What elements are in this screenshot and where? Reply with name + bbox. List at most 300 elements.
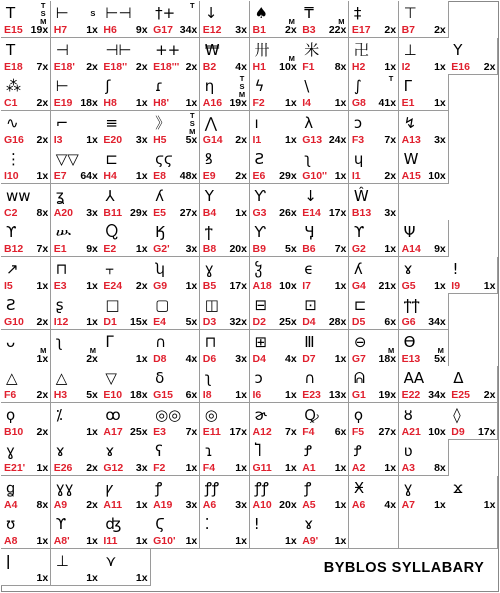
sign-count: 3x	[135, 462, 148, 474]
sign-glyph: ı	[254, 113, 259, 132]
sign-code: E13	[401, 352, 421, 365]
sign-glyph: \	[304, 77, 310, 95]
sign-glyph: ∿	[6, 113, 19, 132]
sign-code: B13	[351, 206, 372, 219]
sign-code: E7	[53, 170, 67, 182]
sign-cell	[150, 147, 200, 184]
sign-cell	[200, 74, 250, 111]
sign-glyph: Ƴ	[254, 223, 266, 241]
sign-glyph: Ϛ	[155, 515, 165, 533]
marker-m: M	[189, 126, 196, 136]
sign-glyph: Ⅲ	[304, 332, 315, 351]
sign-code: F1	[302, 60, 315, 73]
sign-code: I3	[53, 133, 63, 146]
sign-cell	[399, 512, 449, 549]
sign-glyph: ⊓	[204, 332, 217, 351]
sign-cell	[200, 111, 250, 148]
sign-cell	[200, 293, 250, 330]
marker-m: M	[40, 17, 47, 26]
sign-count: 2x	[36, 316, 49, 328]
sign-glyph: ⋮	[6, 150, 21, 168]
sign-code: D2	[252, 316, 266, 328]
sign-cell	[1, 293, 51, 330]
sign-code: G8	[351, 97, 366, 109]
sign-glyph: †+	[155, 4, 176, 22]
sign-count: 1x	[135, 97, 148, 109]
sign-count: 7x	[384, 133, 397, 146]
sign-count: 3x	[434, 133, 446, 146]
sign-code: G9	[153, 279, 168, 292]
sign-code: H8	[103, 97, 117, 109]
sign-glyph: T	[6, 4, 16, 22]
sign-count: 10x	[279, 60, 297, 73]
sign-glyph: ʕ	[155, 442, 163, 460]
sign-cell	[150, 184, 200, 221]
sign-code: I1	[252, 133, 262, 146]
sign-glyph: ♠	[254, 4, 268, 22]
sign-glyph: ɤ	[403, 259, 413, 278]
sign-count: 3x	[135, 133, 148, 146]
sign-cell	[51, 403, 101, 440]
sign-cell	[100, 257, 150, 294]
sign-code: A1	[302, 462, 316, 474]
sign-glyph: ᒥ	[105, 332, 114, 351]
sign-count: 2x	[185, 60, 198, 73]
sign-cell	[1, 147, 51, 184]
sign-cell	[51, 257, 101, 294]
sign-glyph: ɚ	[254, 405, 267, 424]
sign-glyph: ⊤	[403, 4, 417, 22]
sign-cell	[299, 257, 349, 294]
sign-cell	[51, 476, 101, 513]
sign-count: 34x	[428, 316, 446, 328]
sign-code: E18	[4, 60, 23, 73]
sign-cell	[1, 184, 51, 221]
sign-count: 27x	[179, 206, 198, 219]
sign-count: 1x	[135, 535, 148, 547]
sign-glyph: ◫	[204, 296, 219, 314]
sign-count: 28x	[328, 316, 347, 328]
sign-cell	[200, 257, 250, 294]
sign-cell	[250, 403, 300, 440]
sign-cell	[349, 512, 399, 549]
sign-code: I8	[202, 389, 212, 401]
sign-glyph: Ꝙ	[304, 405, 319, 424]
sign-cell	[51, 38, 101, 75]
sign-glyph: △	[6, 369, 18, 387]
sign-count: 7x	[36, 60, 49, 73]
sign-count: 1x	[86, 279, 98, 292]
sign-code: A15	[401, 170, 421, 182]
sign-code: D4	[252, 352, 266, 365]
sign-glyph: ⊢	[55, 77, 69, 95]
sign-cell	[100, 1, 150, 38]
sign-count: 1x	[185, 462, 198, 474]
sign-count: 1x	[285, 535, 297, 547]
marker-m: M	[387, 345, 395, 355]
sign-count: 1x	[135, 352, 148, 365]
sign-count: 5x	[185, 133, 198, 146]
sign-count: 1x	[334, 97, 347, 109]
sign-code: E25	[451, 389, 470, 401]
sign-glyph: Ꙅ	[254, 150, 265, 168]
sign-code: A19	[153, 498, 173, 511]
sign-count: 25x	[130, 425, 148, 438]
sign-cell	[349, 147, 399, 184]
sign-code: A17	[103, 425, 123, 438]
sign-count: 1x	[135, 243, 148, 255]
sign-count: 6x	[334, 425, 347, 438]
sign-glyph: λ	[304, 113, 314, 132]
sign-count: 1x	[483, 279, 496, 292]
sign-code: B11	[103, 206, 123, 219]
sign-glyph: Ƨ	[6, 296, 16, 314]
sign-count: 48x	[179, 170, 198, 182]
sign-cell	[1, 549, 51, 586]
sign-code: E3	[153, 425, 166, 438]
sign-count: 18x	[80, 97, 98, 109]
sign-glyph: ⌐	[55, 113, 69, 132]
sign-glyph: ʓ	[55, 186, 65, 205]
sign-cell	[1, 330, 51, 367]
sign-code: E24	[103, 279, 123, 292]
sign-cell	[448, 512, 498, 549]
sign-cell	[349, 293, 399, 330]
sign-glyph: Ƴ	[254, 186, 266, 205]
sign-code: H5	[153, 133, 167, 146]
sign-count: 3x	[86, 206, 98, 219]
sign-glyph: ₸	[304, 4, 314, 22]
sign-code: D4	[302, 316, 316, 328]
sign-count: 1x	[86, 133, 98, 146]
sign-code: E18'	[53, 60, 75, 73]
sign-cell	[1, 220, 51, 257]
sign-count: 41x	[378, 97, 397, 109]
sign-cell	[100, 293, 150, 330]
sign-cell	[250, 257, 300, 294]
sign-glyph: ⊢	[55, 4, 69, 22]
sign-glyph: ⁂	[6, 77, 21, 95]
sign-count: 1x	[285, 133, 297, 146]
sign-count: 2x	[36, 425, 49, 438]
marker-m: M	[288, 53, 295, 63]
sign-count: 2x	[384, 24, 397, 36]
sign-count: 64x	[80, 170, 98, 182]
sign-glyph: ǃ	[254, 515, 259, 533]
sign-glyph: ɣɣ	[55, 478, 74, 497]
sign-cell	[200, 330, 250, 367]
sign-code: B8	[202, 243, 217, 255]
sign-count: 1x	[185, 279, 198, 292]
sign-glyph: ⁒	[55, 405, 63, 424]
sign-glyph: ⊥	[403, 40, 417, 59]
sign-cell	[150, 403, 200, 440]
sign-cell	[100, 549, 150, 586]
sign-code: C2	[4, 206, 18, 219]
sign-code: H7	[53, 24, 68, 36]
sign-cell	[250, 38, 300, 75]
sign-cell	[448, 257, 498, 294]
sign-glyph: ∫	[353, 77, 362, 95]
sign-cell	[150, 257, 200, 294]
sign-cell	[299, 293, 349, 330]
sign-cell	[250, 512, 300, 549]
sign-glyph: ʂ	[55, 296, 64, 314]
sign-code: A12	[252, 425, 272, 438]
sign-cell	[51, 549, 101, 586]
sign-cell	[349, 366, 399, 403]
sign-cell	[448, 366, 498, 403]
sign-code: I7	[302, 279, 311, 292]
sign-glyph: η	[204, 77, 215, 95]
sign-glyph: ⋀	[204, 113, 218, 132]
sign-code: F6	[4, 389, 17, 401]
sign-count: 34x	[179, 24, 198, 36]
sign-code: G16	[4, 133, 24, 146]
sign-code: H2	[351, 60, 366, 73]
sign-count: 4x	[384, 498, 397, 511]
sign-code: B12	[4, 243, 24, 255]
sign-count: 1x	[185, 97, 198, 109]
sign-code: D1	[103, 316, 117, 328]
sign-cell	[349, 330, 399, 367]
sign-code: A16	[202, 97, 223, 109]
sign-count: 1x	[135, 498, 148, 511]
sign-cell	[100, 74, 150, 111]
sign-cell	[1, 366, 51, 403]
sign-code: A18	[252, 279, 272, 292]
sign-glyph: ↗	[6, 259, 19, 278]
sign-code: E26	[53, 462, 73, 474]
sign-count: 2x	[36, 389, 49, 401]
sign-glyph: ∩	[304, 369, 316, 387]
sign-cell	[349, 184, 399, 221]
sign-cell	[399, 38, 449, 75]
sign-cell	[1, 403, 51, 440]
sign-cell	[200, 476, 250, 513]
sign-code: G10	[4, 316, 24, 328]
sign-glyph: Ꝭ	[304, 442, 312, 460]
sign-code: B5	[202, 279, 217, 292]
sign-code: E4	[153, 316, 166, 328]
sign-code: B4	[202, 206, 217, 219]
sign-code: I1	[351, 170, 361, 182]
sign-glyph: △	[55, 369, 68, 387]
sign-count: 1x	[384, 462, 397, 474]
sign-cell	[200, 366, 250, 403]
sign-code: E18''	[103, 60, 128, 73]
sign-cell	[200, 38, 250, 75]
sign-glyph: ↓	[204, 4, 218, 22]
sign-glyph: ϵ	[304, 259, 314, 278]
sign-count: 2x	[135, 60, 148, 73]
sign-cell	[299, 512, 349, 549]
sign-cell	[100, 220, 150, 257]
sign-count: 3x	[384, 206, 397, 219]
sign-code: G14	[202, 133, 223, 146]
sign-count: 8x	[36, 498, 49, 511]
sign-cell	[100, 476, 150, 513]
sign-glyph: ꝭ	[155, 478, 163, 497]
sign-count: 1x	[235, 206, 247, 219]
sign-glyph: ↯	[403, 113, 417, 132]
sign-glyph: ʎ	[155, 186, 164, 205]
sign-cell	[399, 330, 449, 367]
sign-code: G2'	[153, 243, 170, 255]
sign-glyph: ሡ	[55, 223, 71, 241]
sign-cell	[448, 403, 498, 440]
sign-code: E10	[103, 389, 123, 401]
sign-code: A10	[252, 498, 272, 511]
sign-cell	[150, 293, 200, 330]
sign-cell	[51, 293, 101, 330]
sign-cell	[349, 403, 399, 440]
sign-cell	[100, 147, 150, 184]
sign-count: 2x	[86, 60, 98, 73]
sign-code: A4	[4, 498, 18, 511]
sign-cell	[51, 111, 101, 148]
sign-code: G7	[351, 352, 366, 365]
sign-cell	[1, 439, 51, 476]
sign-code: E19	[53, 97, 73, 109]
sign-count: 5x	[434, 352, 446, 365]
sign-count: 1x	[334, 535, 347, 547]
sign-cell	[399, 74, 449, 111]
sign-count: 8x	[434, 462, 446, 474]
sign-cell	[200, 439, 250, 476]
sign-count: 1x	[434, 97, 446, 109]
sign-cell	[150, 366, 200, 403]
sign-cell	[150, 220, 200, 257]
sign-code: B6	[302, 243, 316, 255]
sign-glyph: ϙ	[353, 405, 364, 424]
sign-glyph: ɤ	[304, 515, 314, 533]
sign-cell	[399, 439, 449, 476]
sign-code: I2	[401, 60, 411, 73]
sign-code: G12	[103, 462, 124, 474]
sign-code: G15	[153, 389, 173, 401]
sign-count: 9x	[434, 243, 446, 255]
sign-cell	[100, 330, 150, 367]
sign-cell	[51, 512, 101, 549]
sign-glyph: ɤ	[55, 442, 65, 460]
sign-count: 10x	[428, 170, 446, 182]
sign-count: 5x	[185, 316, 198, 328]
sign-count: 5x	[86, 389, 98, 401]
sign-code: E11	[202, 425, 221, 438]
sign-count: 1x	[36, 535, 49, 547]
sign-glyph: ϒ	[353, 223, 365, 241]
sign-cell	[150, 38, 200, 75]
sign-glyph: ᕱ	[353, 369, 366, 387]
sign-glyph: ⫟	[105, 259, 115, 278]
sign-count: 7x	[285, 425, 297, 438]
sign-count: 1x	[285, 97, 297, 109]
sign-count: 34x	[428, 389, 446, 401]
sign-cell	[150, 476, 200, 513]
sign-count: 1x	[235, 535, 247, 547]
sign-cell	[1, 74, 51, 111]
sign-code: G13	[302, 133, 323, 146]
sign-cell	[200, 147, 250, 184]
sign-glyph: Δ	[453, 369, 464, 387]
sign-cell	[399, 366, 449, 403]
sign-code: B1	[252, 24, 266, 36]
sign-count: 2x	[36, 97, 49, 109]
sign-code: D6	[202, 352, 217, 365]
sign-cell	[250, 439, 300, 476]
sign-count: 3x	[185, 498, 198, 511]
sign-count: 1x	[135, 571, 148, 584]
sign-cell	[51, 1, 101, 38]
sign-cell	[250, 293, 300, 330]
sign-code: B3	[302, 24, 316, 36]
sign-count: 3x	[235, 24, 247, 36]
sign-cell	[448, 476, 498, 513]
sign-glyph: ʅ	[204, 369, 212, 387]
sign-cell	[349, 257, 399, 294]
sign-count: 1x	[135, 170, 148, 182]
sign-glyph: Y	[453, 40, 463, 59]
marker-s: S	[40, 9, 46, 18]
sign-glyph: ϯϯ	[403, 296, 420, 314]
sign-code: D9	[451, 425, 465, 438]
marker-m: M	[288, 17, 295, 26]
sign-count: 2x	[384, 170, 397, 182]
sign-count: 1x	[36, 170, 49, 182]
sign-glyph: ⊏	[105, 150, 118, 168]
sign-cell	[399, 111, 449, 148]
sign-glyph: ↄ	[353, 113, 363, 132]
sign-count: 24x	[328, 133, 347, 146]
sign-code: C1	[4, 97, 18, 109]
sign-glyph: ʎ	[353, 259, 363, 278]
sign-cell	[349, 476, 399, 513]
sign-count: 10x	[428, 425, 446, 438]
sign-code: A13	[401, 133, 421, 146]
sign-cell	[299, 403, 349, 440]
sign-glyph: ȣ	[403, 405, 413, 424]
sign-code: F4	[302, 425, 315, 438]
sign-glyph: ɥ	[353, 150, 364, 168]
marker-s: S	[189, 118, 195, 128]
sign-code: H8'	[153, 97, 170, 109]
sign-cell	[1, 512, 51, 549]
sign-count: 1x	[384, 60, 397, 73]
sign-code: E9	[202, 170, 216, 182]
sign-code: I6	[252, 389, 262, 401]
sign-count: 1x	[36, 571, 49, 584]
sign-glyph: ϫ	[453, 478, 463, 497]
sign-count: 2x	[483, 389, 496, 401]
sign-glyph: δ	[155, 369, 165, 387]
sign-cell	[51, 366, 101, 403]
sign-glyph: ϙ	[6, 405, 16, 424]
sign-cell	[299, 74, 349, 111]
sign-count: 25x	[279, 316, 297, 328]
sign-cell	[100, 366, 150, 403]
sign-count: 1x	[285, 462, 297, 474]
sign-glyph: ɿ	[204, 442, 213, 460]
sign-code: I5	[4, 279, 13, 292]
sign-cell	[51, 184, 101, 221]
sign-code: I9	[451, 279, 461, 292]
sign-code: A6	[202, 498, 217, 511]
sign-code: A9'	[302, 535, 319, 547]
sign-cell	[399, 147, 449, 184]
sign-code: A8'	[53, 535, 70, 547]
sign-code: B10	[4, 425, 24, 438]
